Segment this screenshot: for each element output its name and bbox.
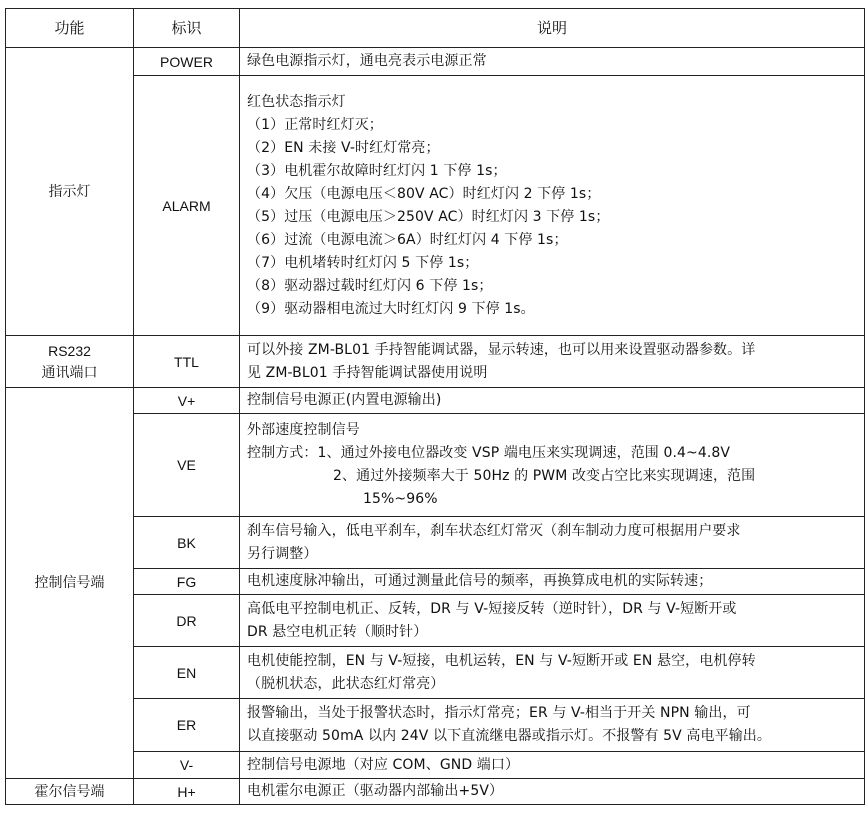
desc-vminus-text: 控制信号电源地（对应 COM、GND 端口） (247, 756, 520, 773)
table-row-vplus (6, 388, 865, 414)
bk-line: 刹车信号输入，低电平刹车，刹车状态红灯常灭（刹车制动力度可根据用户要求 (247, 522, 741, 539)
group-hall: 霍尔信号端 (6, 779, 134, 805)
table-row-ve (6, 414, 865, 517)
table-row-alarm (6, 76, 865, 336)
table-row-hplus (6, 779, 865, 805)
tag-vplus: V+ (134, 388, 240, 414)
table-row-dr (6, 595, 865, 647)
desc-vplus (240, 388, 865, 414)
ve-line: 2、通过外接频率大于 50Hz 的 PWM 改变占空比来实现调速，范围 (333, 468, 756, 484)
header-row (6, 9, 865, 48)
desc-alarm (240, 76, 865, 336)
tag-er: ER (134, 699, 240, 752)
tag-alarm: ALARM (134, 76, 240, 336)
desc-en (240, 647, 865, 699)
group-rs232-line1: RS232 (48, 342, 91, 359)
dr-line: DR 悬空电机正转（顺时针） (247, 623, 428, 640)
desc-er (240, 699, 865, 752)
alarm-line: （8）驱动器过载时红灯闪 6 下停 1s； (247, 277, 493, 294)
desc-ttl (240, 336, 865, 388)
desc-vminus (240, 752, 865, 779)
tag-power: POWER (134, 48, 240, 76)
tag-en: EN (134, 647, 240, 699)
table-row-bk (6, 517, 865, 569)
desc-power (240, 48, 865, 76)
tag-hplus: H+ (134, 779, 240, 805)
desc-ve (240, 414, 865, 517)
alarm-line: （2）EN 未接 V-时红灯常亮； (247, 139, 440, 156)
er-line: 报警输出，当处于报警状态时，指示灯常亮；ER 与 V-相当于开关 NPN 输出，可 (247, 705, 751, 721)
ttl-line: 见 ZM-BL01 手持智能调试器使用说明 (247, 364, 488, 381)
er-line: 以直接驱动 50mA 以内 24V 以下直流继电器或指示灯。不报警有 5V 高电平输出。 (247, 728, 772, 744)
ve-line: 控制方式：1、通过外接电位器改变 VSP 端电压来实现调速，范围 0.4~4.8V (247, 445, 731, 461)
table-row-ttl (6, 336, 865, 388)
ve-line: 外部速度控制信号 (247, 422, 360, 438)
desc-dr (240, 595, 865, 647)
dr-line: 高低电平控制电机正、反转，DR 与 V-短接反转（逆时针），DR 与 V-短断开或 (247, 600, 737, 617)
desc-hplus-text: 电机霍尔电源正（驱动器内部输出+5V） (247, 783, 504, 799)
header-desc: 说明 (240, 9, 865, 48)
desc-fg (240, 569, 865, 595)
alarm-line: （6）过流（电源电流＞6A）时红灯闪 4 下停 1s； (247, 231, 568, 248)
desc-fg-text: 电机速度脉冲输出，可通过测量此信号的频率，再换算成电机的实际转速； (247, 573, 713, 589)
alarm-line: （4）欠压（电源电压＜80V AC）时红灯闪 2 下停 1s； (247, 185, 601, 202)
desc-bk (240, 517, 865, 569)
group-indicator: 指示灯 (6, 48, 134, 336)
group-rs232 (6, 336, 134, 388)
header-tag: 标识 (134, 9, 240, 48)
desc-hplus (240, 779, 865, 805)
alarm-line: 红色状态指示灯 (247, 93, 346, 110)
ttl-line: 可以外接 ZM-BL01 手持智能调试器，显示转速，也可以用来设置驱动器参数。详 (247, 341, 756, 358)
tag-ve: VE (134, 414, 240, 517)
bk-line: 另行调整） (247, 545, 318, 562)
group-rs232-line2: 通讯端口 (41, 364, 98, 381)
tag-ttl: TTL (134, 336, 240, 388)
tag-dr: DR (134, 595, 240, 647)
table-row-en (6, 647, 865, 699)
spec-table (5, 8, 865, 805)
group-control: 控制信号端 (6, 388, 134, 779)
desc-power-text: 绿色电源指示灯，通电亮表示电源正常 (247, 53, 487, 69)
en-line: （脱机状态，此状态红灯常亮） (247, 675, 445, 692)
alarm-line: （9）驱动器相电流过大时红灯闪 9 下停 1s。 (247, 300, 535, 317)
table-row-er (6, 699, 865, 752)
header-func: 功能 (6, 9, 134, 48)
en-line: 电机使能控制，EN 与 V-短接，电机运转，EN 与 V-短断开或 EN 悬空，电机停转 (247, 652, 756, 669)
tag-vminus: V- (134, 752, 240, 779)
desc-vplus-text: 控制信号电源正(内置电源输出) (247, 392, 442, 408)
alarm-line: （7）电机堵转时红灯闪 5 下停 1s； (247, 254, 479, 271)
tag-fg: FG (134, 569, 240, 595)
table-row-vminus (6, 752, 865, 779)
tag-bk: BK (134, 517, 240, 569)
alarm-line: （1）正常时红灯灭； (247, 116, 383, 133)
alarm-line: （5）过压（电源电压＞250V AC）时红灯闪 3 下停 1s； (247, 208, 610, 225)
ve-line: 15%~96% (363, 491, 438, 507)
table-row-power (6, 48, 865, 76)
alarm-line: （3）电机霍尔故障时红灯闪 1 下停 1s； (247, 162, 507, 179)
table-row-fg (6, 569, 865, 595)
